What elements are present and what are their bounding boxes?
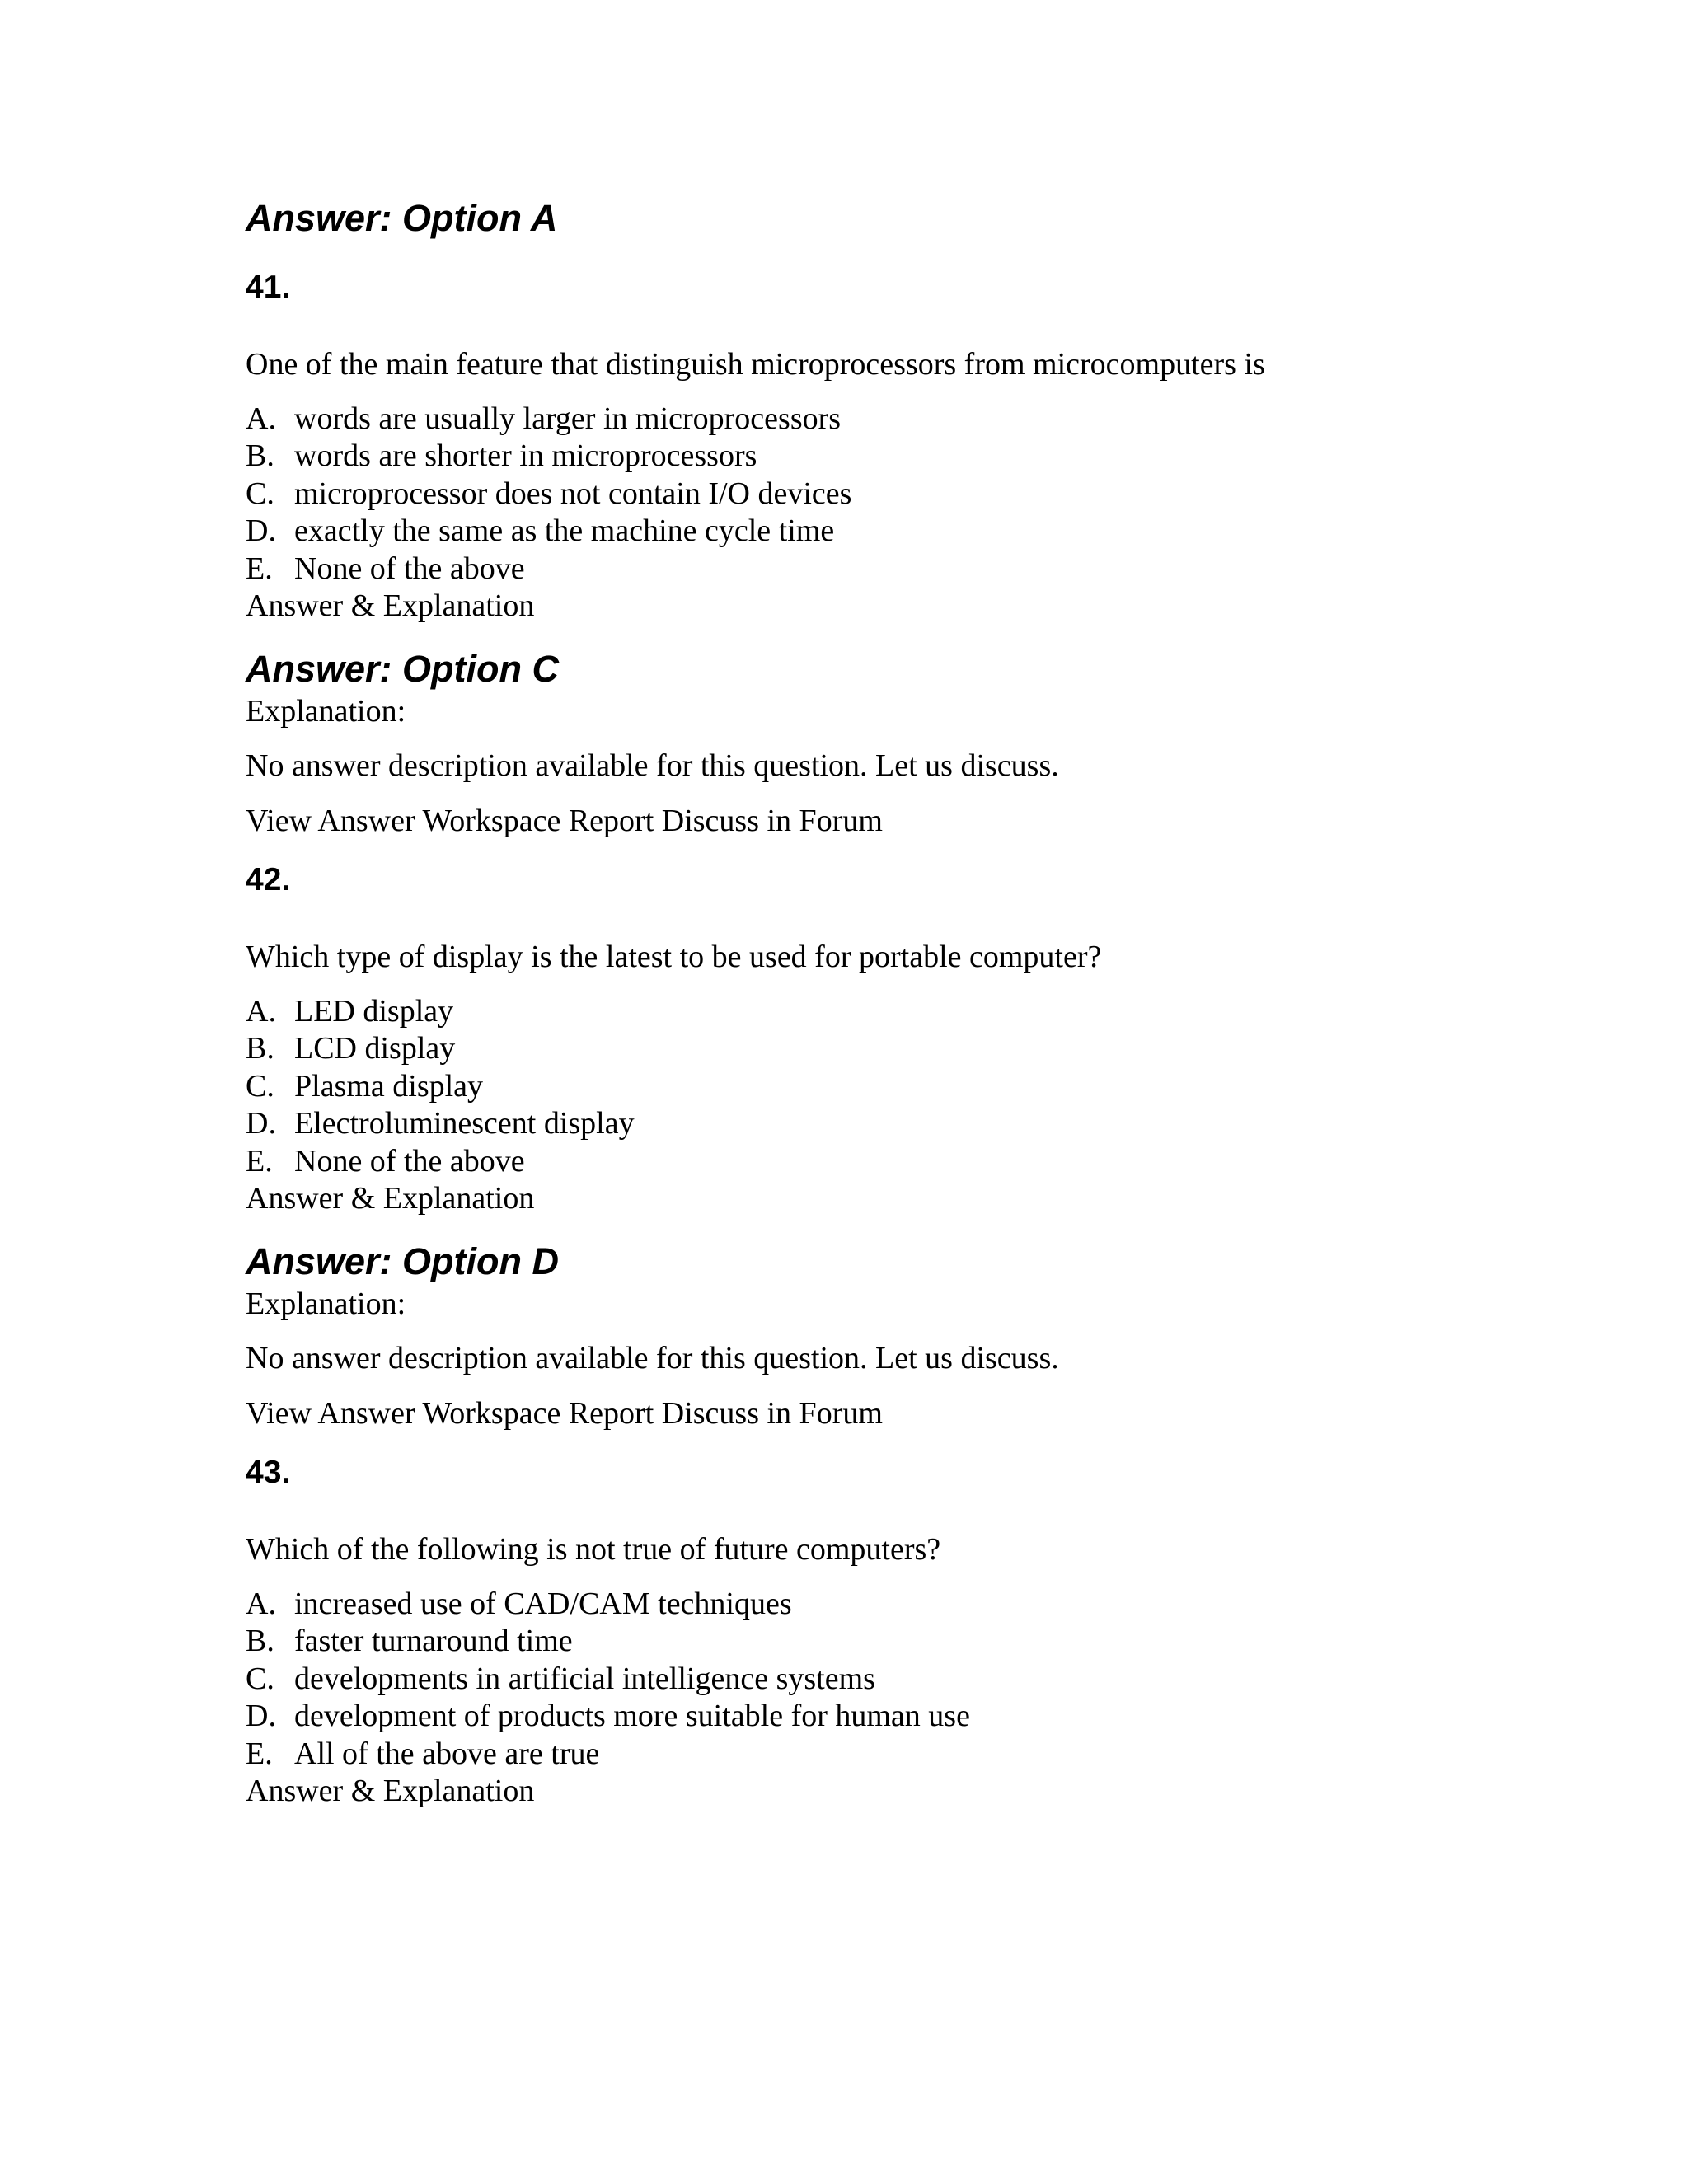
explanation-label: Explanation: [246,1286,406,1321]
explanation-text: No answer description available for this question. Let us discuss. [246,1341,1059,1376]
option-text: microprocessor does not contain I/O devices [294,476,852,511]
question-block [246,1452,1482,1811]
option-letter: E. [246,1143,273,1179]
option-text: words are shorter in microprocessors [294,438,757,473]
explanation-label: Explanation: [246,693,406,729]
option-text: words are usually larger in microprocessors [294,401,842,436]
option-letter: C. [246,1661,274,1696]
option-text: faster turnaround time [294,1624,573,1658]
question-text: Which of the following is not true of future computers? [246,1532,941,1567]
option-letter: D. [246,1699,276,1733]
option-letter: D. [246,1106,276,1141]
option-letter: D. [246,513,276,548]
option-b[interactable] [246,1623,1482,1661]
option-list [246,993,1482,1181]
option-letter: C. [246,476,274,511]
option-d[interactable] [246,513,1482,551]
question-number: 42. [246,862,291,898]
option-text: Electroluminescent display [294,1106,635,1141]
explanation-text: No answer description available for this question. Let us discuss. [246,748,1059,783]
option-letter: C. [246,1068,274,1104]
question-number: 43. [246,1455,291,1490]
option-letter: A. [246,1586,276,1621]
question-number: 41. [246,269,291,305]
option-list [246,1586,1482,1774]
option-c[interactable] [246,1661,1482,1699]
discuss-forum-link[interactable]: Discuss in Forum [661,1395,883,1431]
option-letter: A. [246,993,276,1029]
option-a[interactable] [246,401,1482,438]
answer-heading: Answer: Option D [246,1240,559,1282]
option-text: developments in artificial intelligence systems [294,1661,875,1696]
view-answer-link[interactable]: View Answer [246,803,415,838]
workspace-link[interactable]: Workspace [422,1395,561,1431]
question-text: One of the main feature that distinguish microprocessors from microcomputers is [246,347,1265,382]
discuss-forum-link[interactable]: Discuss in Forum [661,803,883,838]
option-letter: E. [246,551,273,586]
option-letter: B. [246,438,274,473]
answer-explanation-link[interactable]: Answer & Explanation [246,588,535,623]
option-text: All of the above are true [294,1736,600,1771]
answer-explanation-link[interactable]: Answer & Explanation [246,1774,535,1808]
option-c[interactable] [246,476,1482,513]
option-c[interactable] [246,1068,1482,1106]
option-letter: B. [246,1624,274,1658]
report-link[interactable]: Report [568,1395,654,1431]
document-page [246,194,1482,1811]
option-letter: B. [246,1031,274,1066]
option-text: development of products more suitable for human use [294,1699,970,1733]
option-e[interactable] [246,551,1482,588]
option-text: increased use of CAD/CAM techniques [294,1586,792,1621]
option-d[interactable] [246,1105,1482,1143]
option-text: None of the above [294,1143,525,1179]
option-letter: E. [246,1736,273,1771]
question-text: Which type of display is the latest to be used for portable computer? [246,940,1102,974]
answer-heading: Answer: Option C [246,647,559,690]
option-a[interactable] [246,993,1482,1031]
view-answer-link[interactable]: View Answer [246,1395,415,1431]
option-a[interactable] [246,1586,1482,1624]
action-links [246,803,1482,841]
option-b[interactable] [246,1030,1482,1068]
option-text: None of the above [294,551,525,586]
report-link[interactable]: Report [568,803,654,838]
option-text: Plasma display [294,1068,484,1104]
option-letter: A. [246,401,276,436]
answer-heading: Answer: Option A [246,197,558,239]
answer-explanation-link[interactable]: Answer & Explanation [246,1181,535,1216]
action-links [246,1395,1482,1433]
option-b[interactable] [246,438,1482,476]
option-d[interactable] [246,1698,1482,1736]
workspace-link[interactable]: Workspace [422,803,561,838]
option-text: exactly the same as the machine cycle time [294,513,835,548]
option-e[interactable] [246,1736,1482,1774]
option-list [246,401,1482,588]
question-block [246,860,1482,1432]
option-text: LED display [294,993,454,1029]
option-e[interactable] [246,1143,1482,1181]
option-text: LCD display [294,1031,456,1066]
question-block [246,267,1482,840]
